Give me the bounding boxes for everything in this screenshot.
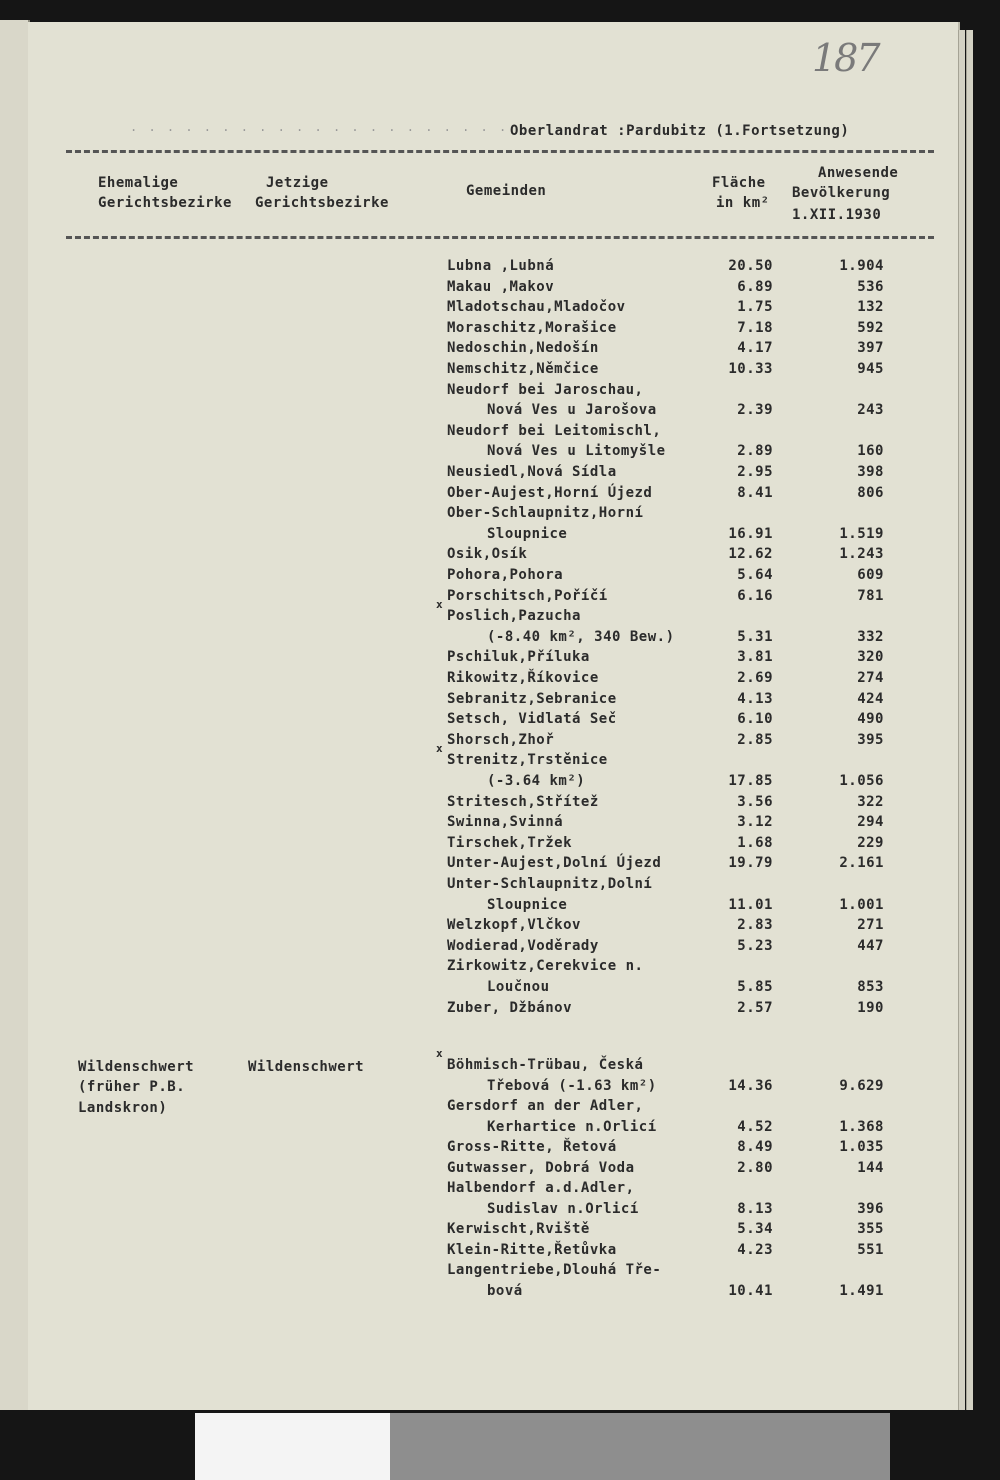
municipality-name: Loučnou <box>487 979 550 995</box>
municipality-name: Ober-Schlaupnitz,Horní <box>447 505 644 522</box>
table-row <box>0 836 1000 856</box>
municipality-name: Klein-Ritte,Řetůvka <box>447 1241 617 1258</box>
header-rule-top <box>66 150 934 153</box>
area-value: 12.62 <box>728 546 773 563</box>
population-value: 190 <box>857 999 884 1016</box>
population-value: 294 <box>857 814 884 831</box>
table-row <box>0 774 1000 794</box>
scan-calibration-gray <box>390 1413 890 1480</box>
col-pop-3: 1.XII.1930 <box>792 207 882 223</box>
table-row <box>0 731 1000 756</box>
page-number: 187 <box>812 36 879 80</box>
municipality-name: Shorsch,Zhoř <box>447 731 555 748</box>
col-municipalities: Gemeinden <box>466 183 547 199</box>
table-row <box>0 1120 1000 1140</box>
table-row <box>0 1079 1000 1099</box>
table-row <box>0 1222 1000 1242</box>
population-value: 9.629 <box>839 1077 884 1094</box>
municipality-name: (-3.64 km²) <box>487 773 586 789</box>
area-value: 5.31 <box>737 628 773 645</box>
table-row <box>0 444 1000 464</box>
area-value: 2.39 <box>737 402 773 419</box>
area-value: 6.10 <box>737 711 773 728</box>
area-value: 3.12 <box>737 814 773 831</box>
table-row <box>0 1243 1000 1263</box>
table-row <box>0 424 1000 444</box>
area-value: 2.80 <box>737 1159 773 1176</box>
former-district-3: Landskron) <box>78 1100 168 1116</box>
municipality-name: Mladotschau,Mladočov <box>447 299 626 316</box>
table-row <box>0 856 1000 876</box>
row-marker: x <box>436 742 444 756</box>
municipality-name: Sloupnice <box>487 525 568 542</box>
population-value: 355 <box>857 1221 884 1237</box>
municipality-name: Unter-Aujest,Dolní Újezd <box>447 855 662 872</box>
population-value: 551 <box>857 1241 884 1258</box>
population-value: 322 <box>857 793 884 810</box>
table-row <box>0 1001 1000 1021</box>
municipality-name: Gross-Ritte, Řetová <box>447 1139 617 1155</box>
municipality-name: Neudorf bei Leitomischl, <box>447 422 662 439</box>
table-row <box>0 506 1000 526</box>
population-value: 1.519 <box>839 525 884 542</box>
col-area-2: in km² <box>716 195 770 211</box>
table-row <box>0 362 1000 382</box>
table-row <box>0 692 1000 712</box>
table-row <box>0 1284 1000 1304</box>
population-value: 592 <box>857 319 884 336</box>
table-row <box>0 650 1000 670</box>
municipality-name: Gutwasser, Dobrá Voda <box>447 1159 635 1176</box>
table-row <box>0 671 1000 691</box>
population-value: 144 <box>857 1159 884 1176</box>
area-value: 4.52 <box>737 1118 773 1135</box>
header-rule-bottom <box>66 236 934 239</box>
population-value: 781 <box>857 587 884 604</box>
municipality-name: Nemschitz,Němčice <box>447 361 599 377</box>
municipality-name: Pschiluk,Příluka <box>447 649 590 666</box>
municipality-name: Böhmisch-Trübau, Česká <box>447 1057 644 1073</box>
municipality-name: Zuber, Džbánov <box>447 999 573 1016</box>
municipality-name: Sebranitz,Sebranice <box>447 690 617 707</box>
municipality-name: Moraschitz,Morašice <box>447 319 617 336</box>
municipality-name: Setsch, Vidlatá Seč <box>447 711 617 728</box>
municipality-name: Gersdorf an der Adler, <box>447 1098 644 1114</box>
municipality-name: Wodierad,Voděrady <box>447 937 599 954</box>
population-value: 396 <box>857 1200 884 1217</box>
municipality-name: Neudorf bei Jaroschau, <box>447 381 644 398</box>
area-value: 19.79 <box>728 855 773 872</box>
municipality-name: Třebová (-1.63 km²) <box>487 1077 657 1094</box>
area-value: 5.23 <box>737 937 773 954</box>
scan-calibration-white <box>195 1413 390 1480</box>
area-value: 17.85 <box>728 773 773 789</box>
former-district-1: Wildenschwert <box>78 1059 195 1075</box>
area-value: 2.83 <box>737 917 773 934</box>
area-value: 2.57 <box>737 999 773 1016</box>
municipality-name: Osik,Osík <box>447 546 528 563</box>
table-row <box>0 259 1000 279</box>
table-row <box>0 527 1000 547</box>
municipality-name: Nedoschin,Nedošín <box>447 340 599 357</box>
municipality-name: Nová Ves u Litomyšle <box>487 443 666 460</box>
table-row <box>0 742 1000 773</box>
table-row <box>0 321 1000 341</box>
table-row <box>0 383 1000 403</box>
municipality-name: Stritesch,Střítež <box>447 793 599 810</box>
population-value: 395 <box>857 731 884 748</box>
municipality-name: Swinna,Svinná <box>447 814 564 831</box>
area-value: 5.34 <box>737 1221 773 1237</box>
population-value: 332 <box>857 628 884 645</box>
table-row <box>0 403 1000 423</box>
current-district: Wildenschwert <box>248 1059 365 1075</box>
area-value: 4.23 <box>737 1241 773 1258</box>
area-value: 7.18 <box>737 319 773 336</box>
area-value: 8.41 <box>737 484 773 501</box>
population-value: 1.035 <box>839 1139 884 1155</box>
table-row <box>0 918 1000 938</box>
municipality-name: Neusiedl,Nová Sídla <box>447 464 617 480</box>
area-value: 2.85 <box>737 731 773 748</box>
municipality-name: Tirschek,Tržek <box>447 834 573 851</box>
area-value: 16.91 <box>728 525 773 542</box>
municipality-name: Ober-Aujest,Horní Újezd <box>447 484 653 501</box>
col-former-2: Gerichtsbezirke <box>98 195 232 211</box>
municipality-name: Sloupnice <box>487 896 568 913</box>
municipality-name: Unter-Schlaupnitz,Dolní <box>447 876 653 892</box>
table-row <box>0 300 1000 320</box>
area-value: 6.89 <box>737 278 773 295</box>
population-value: 1.056 <box>839 773 884 789</box>
municipality-name: Poslich,Pazucha <box>447 608 581 625</box>
area-value: 2.69 <box>737 670 773 686</box>
table-row <box>0 630 1000 650</box>
table-row <box>0 568 1000 588</box>
table-row <box>0 547 1000 567</box>
table-row <box>0 280 1000 300</box>
population-value: 1.243 <box>839 546 884 563</box>
table-row <box>0 1181 1000 1201</box>
population-value: 945 <box>857 361 884 377</box>
table-row <box>0 1161 1000 1181</box>
population-value: 490 <box>857 711 884 728</box>
municipality-name: Pohora,Pohora <box>447 567 564 583</box>
municipality-name: Rikowitz,Říkovice <box>447 670 599 686</box>
col-current-1: Jetzige <box>266 175 329 191</box>
table-row <box>0 486 1000 506</box>
table-row <box>0 598 1000 629</box>
row-marker: x <box>436 1047 444 1060</box>
table-row <box>0 341 1000 361</box>
table-row <box>0 877 1000 897</box>
population-value: 132 <box>857 299 884 316</box>
area-value: 10.41 <box>728 1282 773 1299</box>
municipality-name: Langentriebe,Dlouhá Tře- <box>447 1262 662 1278</box>
table-row <box>0 959 1000 979</box>
municipality-name: Zirkowitz,Cerekvice n. <box>447 958 644 975</box>
municipality-name: Makau ,Makov <box>447 278 555 295</box>
area-value: 3.56 <box>737 793 773 810</box>
municipality-name: Lubna ,Lubná <box>447 258 555 274</box>
header-title: Oberlandrat :Pardubitz (1.Fortsetzung) <box>510 123 850 139</box>
population-value: 806 <box>857 484 884 501</box>
table-row <box>0 712 1000 732</box>
population-value: 398 <box>857 464 884 480</box>
row-marker: x <box>436 598 444 612</box>
area-value: 2.95 <box>737 464 773 480</box>
municipality-name: Kerhartice n.Orlicí <box>487 1118 657 1135</box>
area-value: 6.16 <box>737 587 773 604</box>
population-value: 424 <box>857 690 884 707</box>
col-pop-2: Bevölkerung <box>792 185 891 201</box>
population-value: 1.904 <box>839 258 884 274</box>
municipality-name: Nová Ves u Jarošova <box>487 402 657 419</box>
municipality-name: (-8.40 km², 340 Bew.) <box>487 628 675 645</box>
population-value: 320 <box>857 649 884 666</box>
area-value: 11.01 <box>728 896 773 913</box>
table-row <box>0 465 1000 485</box>
table-row <box>0 1140 1000 1160</box>
area-value: 8.13 <box>737 1200 773 1217</box>
population-value: 447 <box>857 937 884 954</box>
area-value: 20.50 <box>728 258 773 274</box>
municipality-name: Welzkopf,Vlčkov <box>447 917 581 934</box>
municipality-name: Halbendorf a.d.Adler, <box>447 1180 635 1196</box>
col-former-1: Ehemalige <box>98 175 179 191</box>
population-value: 1.368 <box>839 1118 884 1135</box>
table-row <box>0 1099 1000 1119</box>
population-value: 853 <box>857 979 884 995</box>
municipality-name: Sudislav n.Orlicí <box>487 1200 639 1217</box>
table-row <box>0 1202 1000 1222</box>
population-value: 160 <box>857 443 884 460</box>
area-value: 4.13 <box>737 690 773 707</box>
dotted-line: . . . . . . . . . . . . . . . . . . . . . . . <box>130 120 546 134</box>
former-district-2: (früher P.B. <box>78 1079 186 1095</box>
population-value: 2.161 <box>839 855 884 872</box>
municipality-name: bová <box>487 1282 523 1299</box>
population-value: 271 <box>857 917 884 934</box>
area-value: 1.75 <box>737 299 773 316</box>
area-value: 3.81 <box>737 649 773 666</box>
table-row <box>0 939 1000 959</box>
area-value: 4.17 <box>737 340 773 357</box>
col-current-2: Gerichtsbezirke <box>255 195 389 211</box>
area-value: 1.68 <box>737 834 773 851</box>
population-value: 274 <box>857 670 884 686</box>
population-value: 243 <box>857 402 884 419</box>
population-value: 1.491 <box>839 1282 884 1299</box>
area-value: 2.89 <box>737 443 773 460</box>
table-row <box>0 815 1000 835</box>
table-row <box>0 795 1000 815</box>
municipality-name: Strenitz,Trstěnice <box>447 752 608 769</box>
population-value: 609 <box>857 567 884 583</box>
area-value: 10.33 <box>728 361 773 377</box>
col-area-1: Fläche <box>712 175 766 191</box>
municipality-name: Porschitsch,Poříčí <box>447 587 608 604</box>
table-row <box>0 1047 1000 1078</box>
area-value: 14.36 <box>728 1077 773 1094</box>
population-value: 536 <box>857 278 884 295</box>
table-row <box>0 980 1000 1000</box>
population-value: 397 <box>857 340 884 357</box>
area-value: 5.64 <box>737 567 773 583</box>
population-value: 1.001 <box>839 896 884 913</box>
col-pop-1: Anwesende <box>818 165 899 181</box>
population-value: 229 <box>857 834 884 851</box>
table-row <box>0 1263 1000 1283</box>
municipality-name: Kerwischt,Rviště <box>447 1221 590 1237</box>
table-row <box>0 587 1000 612</box>
area-value: 8.49 <box>737 1139 773 1155</box>
area-value: 5.85 <box>737 979 773 995</box>
table-row <box>0 898 1000 918</box>
